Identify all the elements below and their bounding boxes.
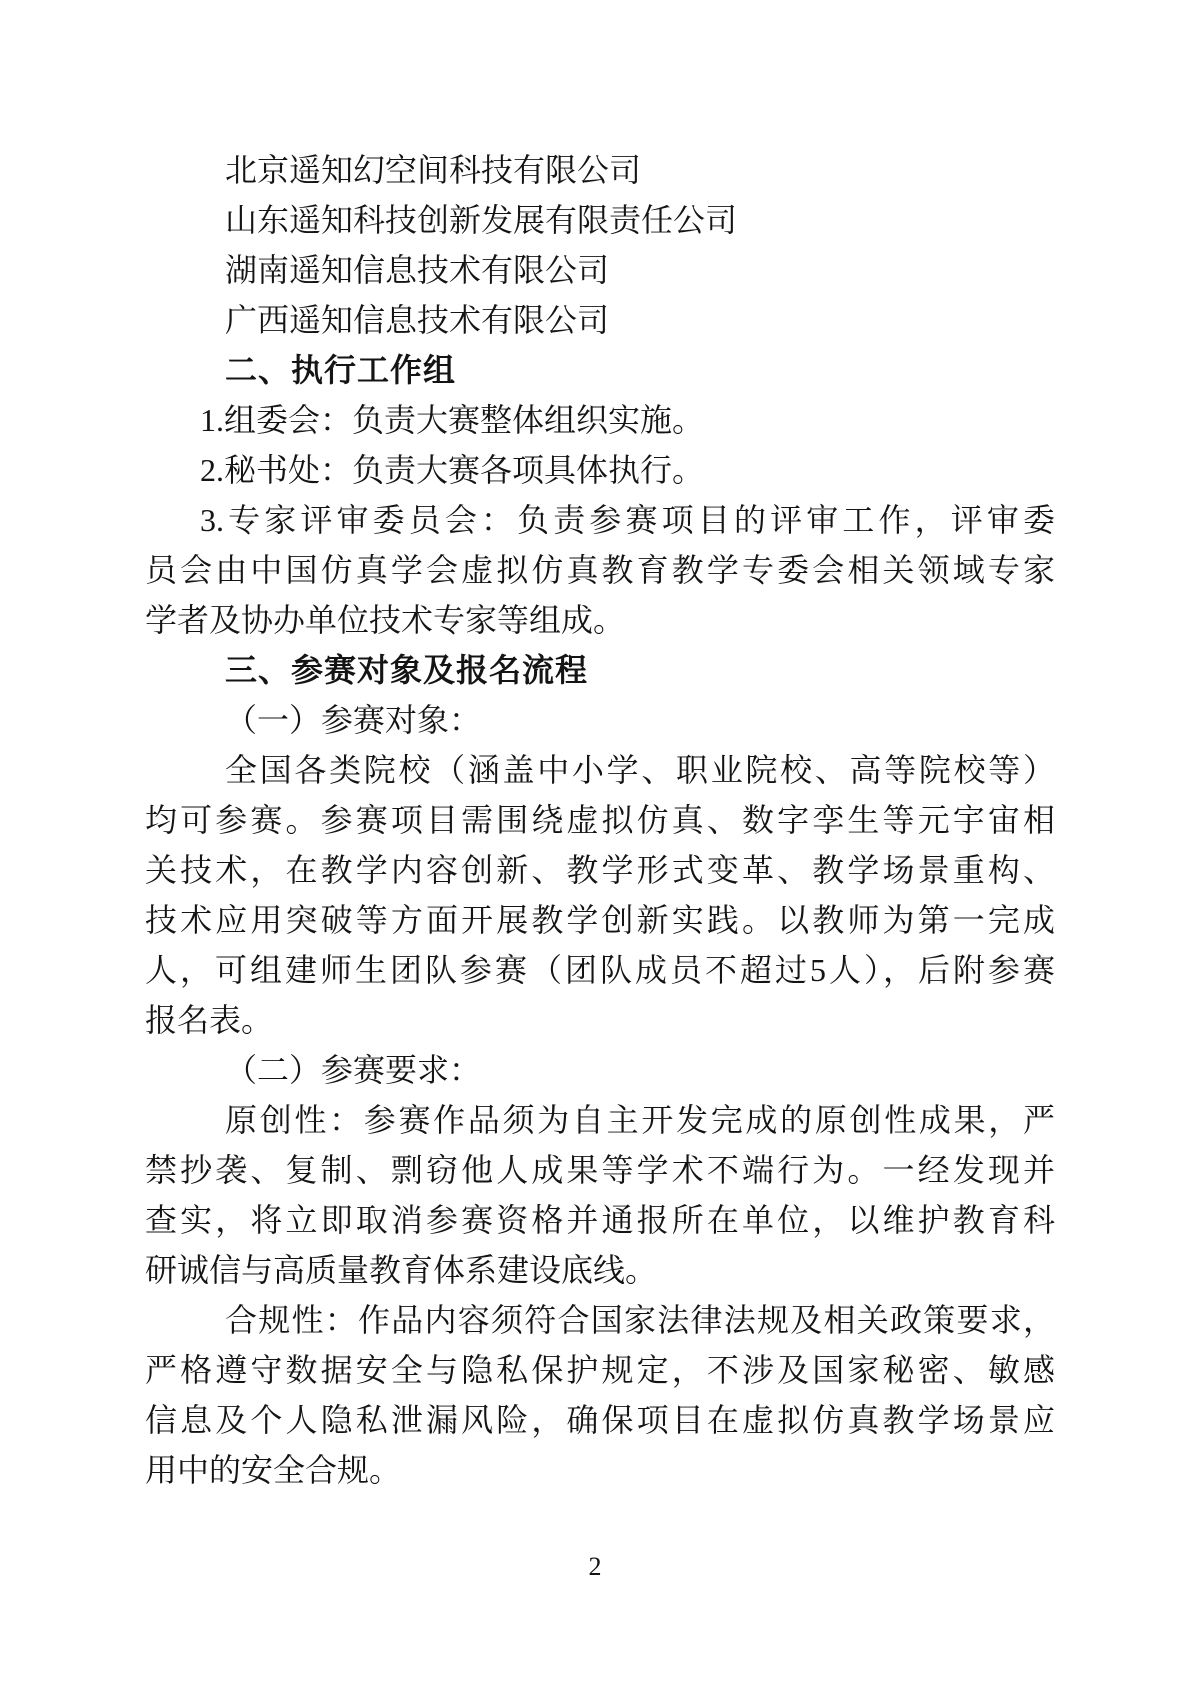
text-line: 关技术，在教学内容创新、教学形式变革、教学场景重构、 xyxy=(145,852,1055,888)
text-line: 技术应用突破等方面开展教学创新实践。以教师为第一完成 xyxy=(145,902,1055,938)
paragraph xyxy=(145,1295,1055,1495)
section-heading xyxy=(145,345,1055,395)
paragraph xyxy=(145,145,1055,195)
paragraph xyxy=(145,195,1055,245)
text-line: 三、参赛对象及报名流程 xyxy=(225,652,589,688)
text-line: 学者及协办单位技术专家等组成。 xyxy=(145,602,626,638)
text-line: 严格遵守数据安全与隐私保护规定，不涉及国家秘密、敏感 xyxy=(145,1352,1055,1388)
text-line: 二、执行工作组 xyxy=(225,352,457,388)
text-line: 均可参赛。参赛项目需围绕虚拟仿真、数字孪生等元宇宙相 xyxy=(145,802,1055,838)
text-line: 员会由中国仿真学会虚拟仿真教育教学专委会相关领域专家 xyxy=(145,552,1055,588)
text-line: 禁抄袭、复制、剽窃他人成果等学术不端行为。一经发现并 xyxy=(145,1152,1055,1188)
page-number: 2 xyxy=(588,1552,602,1581)
paragraph xyxy=(145,1045,1055,1095)
section-heading xyxy=(145,645,1055,695)
paragraph xyxy=(145,395,1055,445)
text-line: 北京遥知幻空间科技有限公司 xyxy=(225,152,642,188)
text-line: 合规性：作品内容须符合国家法律法规及相关政策要求， xyxy=(225,1302,1055,1338)
text-line: 山东遥知科技创新发展有限责任公司 xyxy=(225,202,738,238)
paragraph xyxy=(145,245,1055,295)
paragraph xyxy=(145,295,1055,345)
paragraph xyxy=(145,1095,1055,1295)
paragraph xyxy=(145,445,1055,495)
text-line: 3.专家评审委员会：负责参赛项目的评审工作，评审委 xyxy=(200,502,1055,538)
text-line: 报名表。 xyxy=(145,1002,274,1038)
text-line: 湖南遥知信息技术有限公司 xyxy=(225,252,610,288)
text-line: 全国各类院校（涵盖中小学、职业院校、高等院校等） xyxy=(225,752,1055,788)
document-content xyxy=(145,145,1055,1495)
text-line: 广西遥知信息技术有限公司 xyxy=(225,302,610,338)
text-line: 查实，将立即取消参赛资格并通报所在单位，以维护教育科 xyxy=(145,1202,1055,1238)
text-line: 用中的安全合规。 xyxy=(145,1452,402,1488)
paragraph xyxy=(145,695,1055,745)
paragraph xyxy=(145,745,1055,1045)
text-line: （二）参赛要求： xyxy=(225,1052,482,1088)
text-line: 1.组委会：负责大赛整体组织实施。 xyxy=(200,402,705,438)
text-line: 2.秘书处：负责大赛各项具体执行。 xyxy=(200,452,705,488)
text-line: 研诚信与高质量教育体系建设底线。 xyxy=(145,1252,658,1288)
text-line: 人，可组建师生团队参赛（团队成员不超过5人），后附参赛 xyxy=(145,952,1055,988)
text-line: 信息及个人隐私泄漏风险，确保项目在虚拟仿真教学场景应 xyxy=(145,1402,1055,1438)
text-line: 原创性：参赛作品须为自主开发完成的原创性成果，严 xyxy=(225,1102,1055,1138)
paragraph xyxy=(145,495,1055,645)
text-line: （一）参赛对象： xyxy=(225,702,482,738)
